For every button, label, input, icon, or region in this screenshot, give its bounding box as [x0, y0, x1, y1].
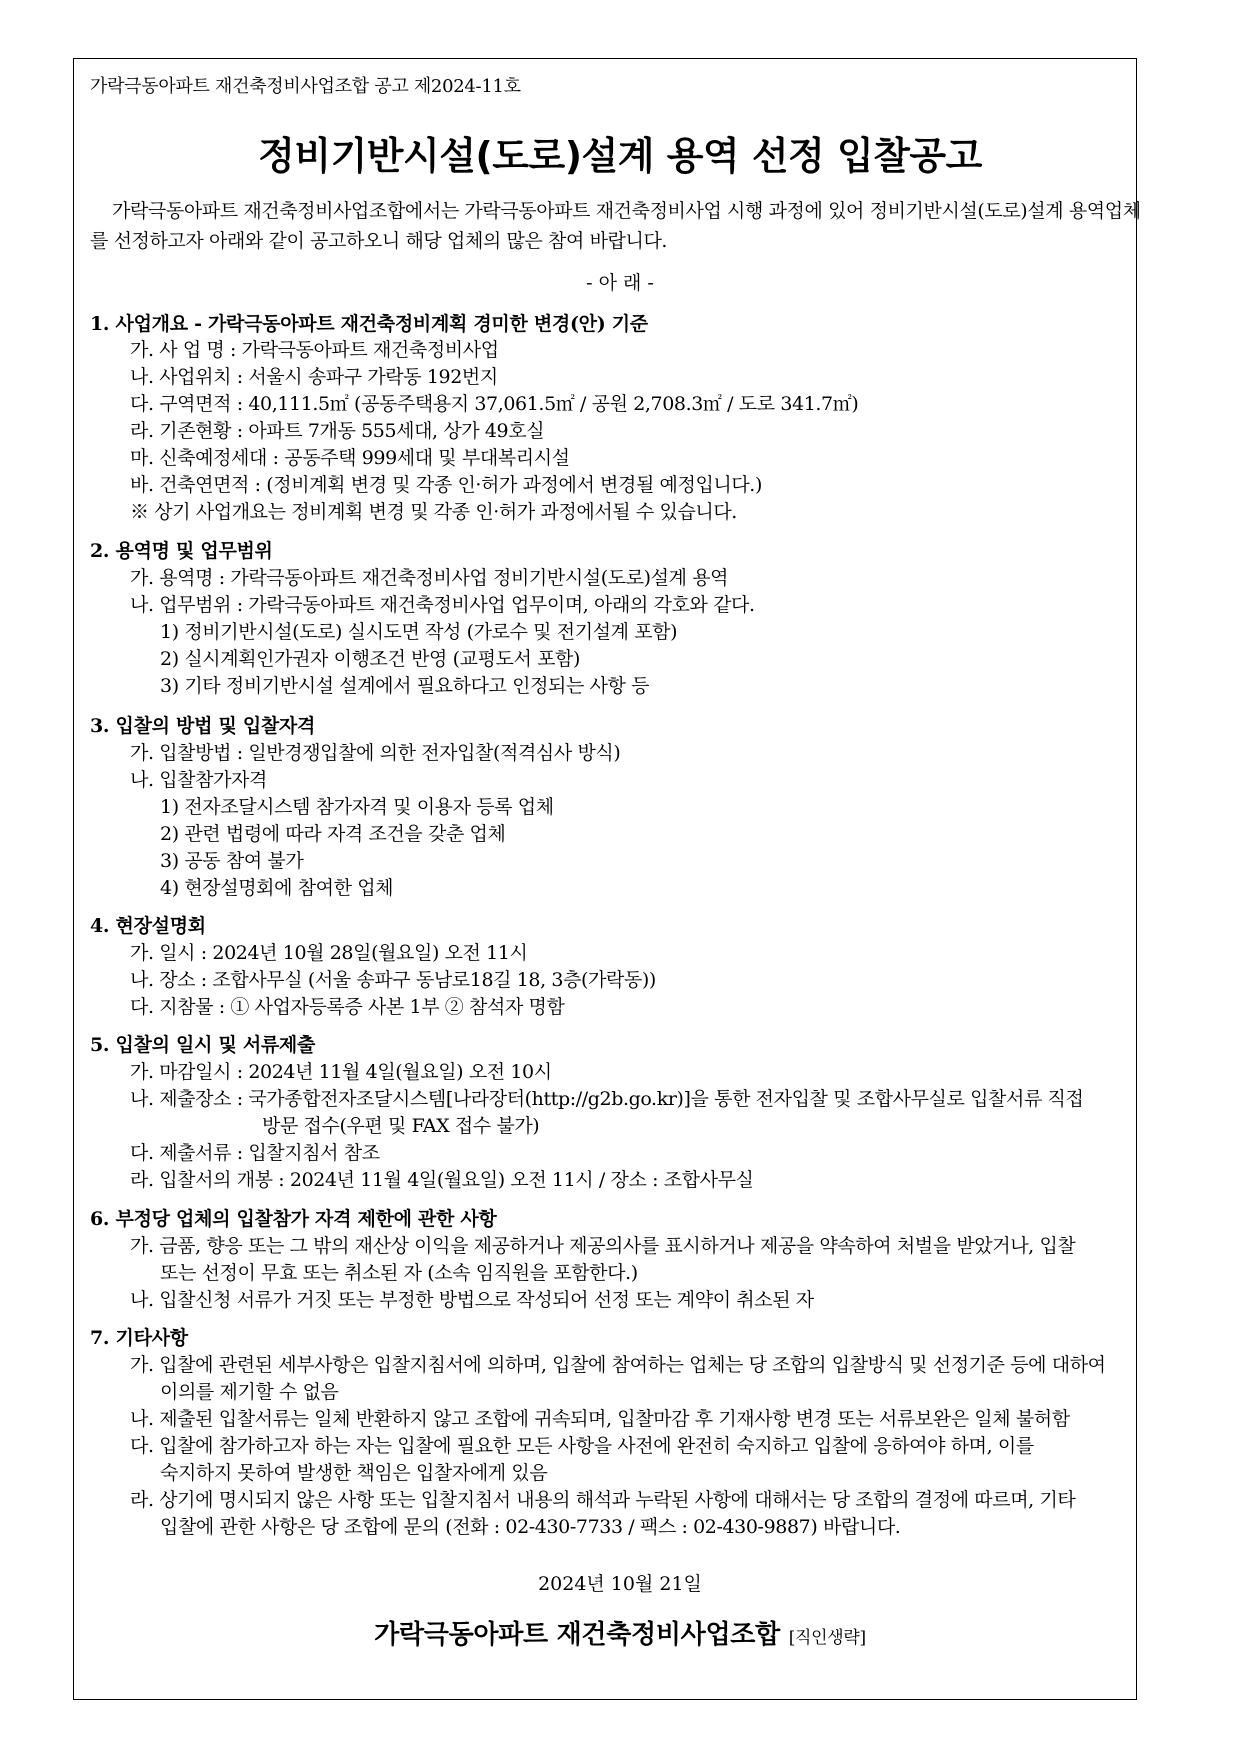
section-2-line: 나. 업무범위 : 가락극동아파트 재건축정비사업 업무이며, 아래의 각호와 같다.	[130, 594, 755, 616]
section-3-subline: 3) 공동 참여 불가	[160, 850, 304, 872]
section-7-line: 나. 제출된 입찰서류는 일체 반환하지 않고 조합에 귀속되며, 입찰마감 후 기재사항 변경 또는 서류보완은 일체 불허함	[130, 1408, 1070, 1430]
section-5-line: 다. 제출서류 : 입찰지침서 참조	[130, 1142, 380, 1164]
section-1-line: 다. 구역면적 : 40,111.5㎡ (공동주택용지 37,061.5㎡ / 공원 2,708.3㎡ / 도로 341.7㎡)	[130, 393, 859, 415]
section-6-line: 가. 금품, 향응 또는 그 밖의 재산상 이익을 제공하거나 제공의사를 표시하거나 제공을 약속하여 처벌을 받았거나, 입찰	[130, 1235, 1076, 1257]
section-1-line: 마. 신축예정세대 : 공동주택 999세대 및 부대복리시설	[130, 447, 570, 469]
seal-omitted-label: [직인생략]	[788, 1628, 866, 1648]
section-4-line: 가. 일시 : 2024년 10월 28일(월요일) 오전 11시	[130, 942, 528, 964]
section-1-title: 1. 사업개요 - 가락극동아파트 재건축정비계획 경미한 변경(안) 기준	[90, 313, 648, 335]
section-1-line: 라. 기존현황 : 아파트 7개동 555세대, 상가 49호실	[130, 420, 545, 442]
section-5-line: 라. 입찰서의 개봉 : 2024년 11월 4일(월요일) 오전 11시 / 장소 : 조합사무실	[130, 1169, 754, 1191]
section-5-continuation: 방문 접수(우편 및 FAX 접수 불가)	[262, 1115, 540, 1137]
section-1-note: ※ 상기 사업개요는 정비계획 변경 및 각종 인·허가 과정에서될 수 있습니다.	[130, 501, 737, 523]
section-3-subline: 4) 현장설명회에 참여한 업체	[160, 877, 394, 899]
section-7-line: 가. 입찰에 관련된 세부사항은 입찰지침서에 의하며, 입찰에 참여하는 업체는 당 조합의 입찰방식 및 선정기준 등에 대하여	[130, 1354, 1106, 1376]
section-2-title: 2. 용역명 및 업무범위	[90, 540, 273, 562]
section-5-line: 가. 마감일시 : 2024년 11월 4일(월요일) 오전 10시	[130, 1061, 552, 1083]
page-title: 정비기반시설(도로)설계 용역 선정 입찰공고	[258, 134, 982, 178]
section-2-line: 가. 용역명 : 가락극동아파트 재건축정비사업 정비기반시설(도로)설계 용역	[130, 567, 729, 589]
section-1-line: 바. 건축연면적 : (정비계획 변경 및 각종 인·허가 과정에서 변경될 예정입니다.)	[130, 474, 762, 496]
section-7-continuation: 이의를 제기할 수 없음	[160, 1381, 339, 1403]
section-4-line: 나. 장소 : 조합사무실 (서울 송파구 동남로18길 18, 3층(가락동))	[130, 969, 656, 991]
issuer-name: 가락극동아파트 재건축정비사업조합	[374, 1620, 780, 1650]
section-1-line: 가. 사 업 명 : 가락극동아파트 재건축정비사업	[130, 339, 499, 361]
below-marker: - 아 래 -	[586, 272, 654, 294]
section-7-line: 다. 입찰에 참가하고자 하는 자는 입찰에 필요한 모든 사항을 사전에 완전히 숙지하고 입찰에 응하여야 하며, 이를	[130, 1435, 1034, 1457]
section-5-line: 나. 제출장소 : 국가종합전자조달시스템[나라장터(http://g2b.go.kr)]을 통한 전자입찰 및 조합사무실로 입찰서류 직접	[130, 1088, 1084, 1110]
section-3-title: 3. 입찰의 방법 및 입찰자격	[90, 715, 316, 737]
section-3-line: 가. 입찰방법 : 일반경쟁입찰에 의한 전자입찰(적격심사 방식)	[130, 742, 621, 764]
section-7-line: 라. 상기에 명시되지 않은 사항 또는 입찰지침서 내용의 해석과 누락된 사항에 대해서는 당 조합의 결정에 따르며, 기타	[130, 1489, 1076, 1511]
section-3-subline: 1) 전자조달시스템 참가자격 및 이용자 등록 업체	[160, 796, 554, 818]
section-2-subline: 3) 기타 정비기반시설 설계에서 필요하다고 인정되는 사항 등	[160, 675, 650, 697]
section-7-title: 7. 기타사항	[90, 1327, 188, 1349]
section-4-line: 다. 지참물 : ① 사업자등록증 사본 1부 ② 참석자 명함	[130, 996, 565, 1018]
section-5-title: 5. 입찰의 일시 및 서류제출	[90, 1034, 316, 1056]
section-2-subline: 1) 정비기반시설(도로) 실시도면 작성 (가로수 및 전기설계 포함)	[160, 621, 678, 643]
notice-date: 2024년 10월 21일	[538, 1573, 702, 1595]
document-number: 가락극동아파트 재건축정비사업조합 공고 제2024-11호	[90, 76, 521, 97]
section-7-continuation: 입찰에 관한 사항은 당 조합에 문의 (전화 : 02-430-7733 / 팩스 : 02-430-9887) 바랍니다.	[160, 1516, 901, 1538]
intro-paragraph: 가락극동아파트 재건축정비사업조합에서는 가락극동아파트 재건축정비사업 시행 과정에 있어 정비기반시설(도로)설계 용역업체를 선정하고자 아래와 같이 공고하오니 해당 업체의 많은 참여 바랍니다.	[90, 200, 1141, 252]
section-6-line: 나. 입찰신청 서류가 거짓 또는 부정한 방법으로 작성되어 선정 또는 계약이 취소된 자	[130, 1289, 814, 1311]
section-3-subline: 2) 관련 법령에 따라 자격 조건을 갖춘 업체	[160, 823, 506, 845]
section-2-subline: 2) 실시계획인가권자 이행조건 반영 (교평도서 포함)	[160, 648, 581, 670]
section-4-title: 4. 현장설명회	[90, 915, 206, 937]
section-6-continuation: 또는 선정이 무효 또는 취소된 자 (소속 임직원을 포함한다.)	[160, 1262, 638, 1284]
section-7-continuation: 숙지하지 못하여 발생한 책임은 입찰자에게 있음	[160, 1462, 548, 1484]
section-1-line: 나. 사업위치 : 서울시 송파구 가락동 192번지	[130, 366, 498, 388]
section-3-line: 나. 입찰참가자격	[130, 769, 267, 791]
section-6-title: 6. 부정당 업체의 입찰참가 자격 제한에 관한 사항	[90, 1208, 497, 1230]
issuer-signature	[73, 1614, 1167, 1651]
